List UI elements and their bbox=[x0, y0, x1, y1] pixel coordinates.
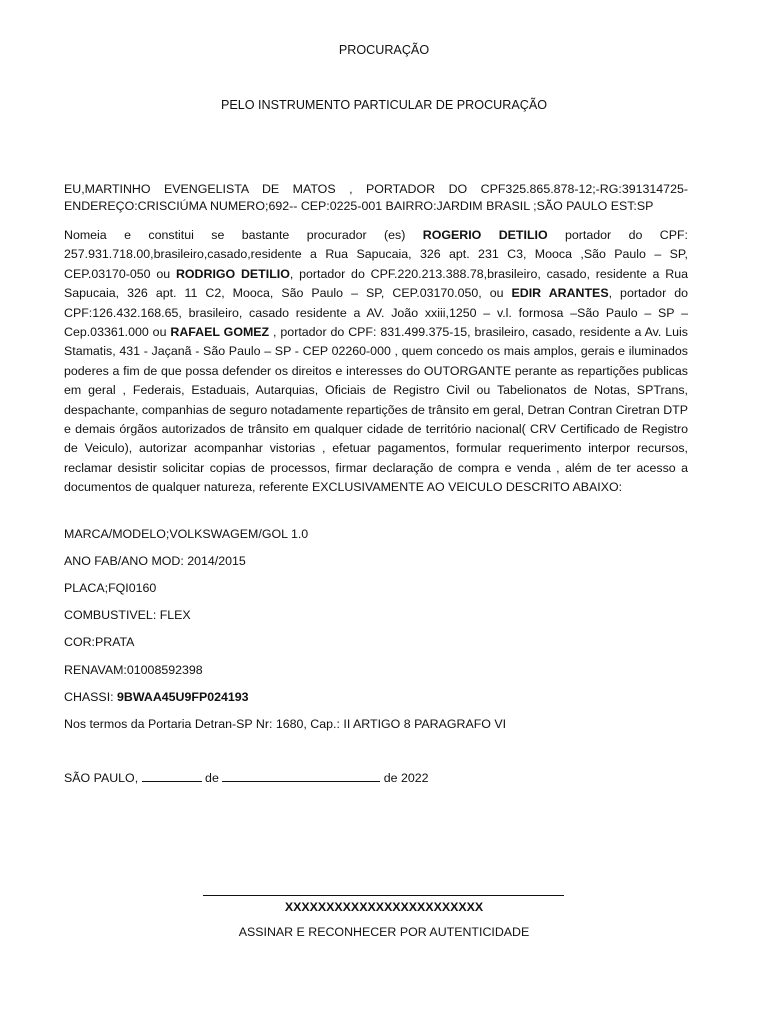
day-blank[interactable] bbox=[142, 771, 202, 782]
attorney-name-4: RAFAEL GOMEZ bbox=[170, 325, 270, 340]
vehicle-color: COR:PRATA bbox=[64, 635, 135, 649]
date-de-1: de bbox=[205, 771, 219, 785]
chassis-label: CHASSI: bbox=[64, 690, 118, 704]
document-subtitle: PELO INSTRUMENTO PARTICULAR DE PROCURAÇÃO bbox=[220, 98, 548, 112]
attorney-name-2: RODRIGO DETILIO bbox=[175, 266, 290, 281]
attorney-name-3: EDIR ARANTES bbox=[511, 286, 609, 301]
grant-text-5: , portador do CPF: 831.499.375-15, brasileiro, casado, residente a Av. Luis Stamatis, 431 - Jaçanã - São Paulo – SP - CEP 02260-000 , quem concedo os mais amplos, gerais e iluminados poderes a fim de que possa defender os direitos e interesses do OUTORGANTE perante as repartições publicas em geral , Federais, Estaduais, Autarquias, Oficiais de Registro Civil ou Tabelionatos de Notas, SPTrans, despachante, companhias de seguro notadamente repartições de trânsito em geral, Detran Contran Ciretran DTP e demais órgãos autorizados de trânsito em qualquer cidade de território nacional( CRV Certificado de Registro de Veiculo), autorizar acompanhar vistorias , efetuar pagamentos, formular requerimento interpor recursos, reclamar desistir solicitar copias de processos, firmar declaração de compra e venda , além de ter acesso a documentos de qualquer natureza, referente EXCLUSIVAMENTE AO VEICULO DESCRITO ABAIXO: bbox=[64, 325, 689, 495]
vehicle-fuel: COMBUSTIVEL: FLEX bbox=[64, 608, 191, 622]
portaria-reference: Nos termos da Portaria Detran-SP Nr: 1680, Cap.: II ARTIGO 8 PARAGRAFO VI bbox=[64, 717, 507, 731]
date-city: SÃO PAULO, bbox=[64, 771, 139, 785]
chassis-value: 9BWAA45U9FP024193 bbox=[117, 690, 249, 704]
grant-text-1: Nomeia e constitui se bastante procurador (es) bbox=[64, 228, 423, 242]
grant-text-4: , portador do CPF:126.432.168.65, brasileiro, casado residente a AV. João xxiii,1250 – v.l. formosa –São Paulo – SP – Cep.03361.000 ou bbox=[64, 286, 688, 340]
signature-line[interactable] bbox=[203, 895, 564, 896]
vehicle-year: ANO FAB/ANO MOD: 2014/2015 bbox=[64, 554, 246, 568]
grant-paragraph bbox=[64, 226, 688, 498]
grant-text-2: portador do CPF: 257.931.718.00,brasileiro,casado,residente a Rua Sapucaia, 326 apt. 231 C3, Mooca ,São Paulo – SP, CEP.03170-050 ou bbox=[64, 228, 688, 281]
vehicle-renavam: RENAVAM:01008592398 bbox=[64, 663, 203, 677]
grant-text-3: , portador do CPF.220.213.388.78,brasileiro, casado, residente a Rua Sapucaia, 326 apt. 11 C2, Mooca, São Paulo – SP, CEP.03170.050, ou bbox=[64, 266, 688, 301]
vehicle-make-model: MARCA/MODELO;VOLKSWAGEM/GOL 1.0 bbox=[64, 527, 309, 541]
vehicle-plate: PLACA;FQI0160 bbox=[64, 581, 157, 595]
vehicle-chassis bbox=[64, 690, 249, 704]
date-de-2: de 2022 bbox=[383, 771, 429, 785]
attorney-name-1: ROGERIO DETILIO bbox=[422, 228, 548, 242]
grantor-paragraph: EU,MARTINHO EVENGELISTA DE MATOS , PORTADOR DO CPF325.865.878-12;-RG:391314725- ENDEREÇO:CRISCIÚMA NUMERO;692-- CEP:0225-001 BAIRRO:JARDIM BRASIL ;SÃO PAULO EST:SP bbox=[64, 182, 688, 213]
signer-name: XXXXXXXXXXXXXXXXXXXXXXXX bbox=[284, 900, 484, 914]
date-line bbox=[64, 771, 429, 785]
signature-note: ASSINAR E RECONHECER POR AUTENTICIDADE bbox=[238, 925, 530, 939]
document-title: PROCURAÇÃO bbox=[338, 43, 430, 57]
month-blank[interactable] bbox=[222, 771, 380, 782]
